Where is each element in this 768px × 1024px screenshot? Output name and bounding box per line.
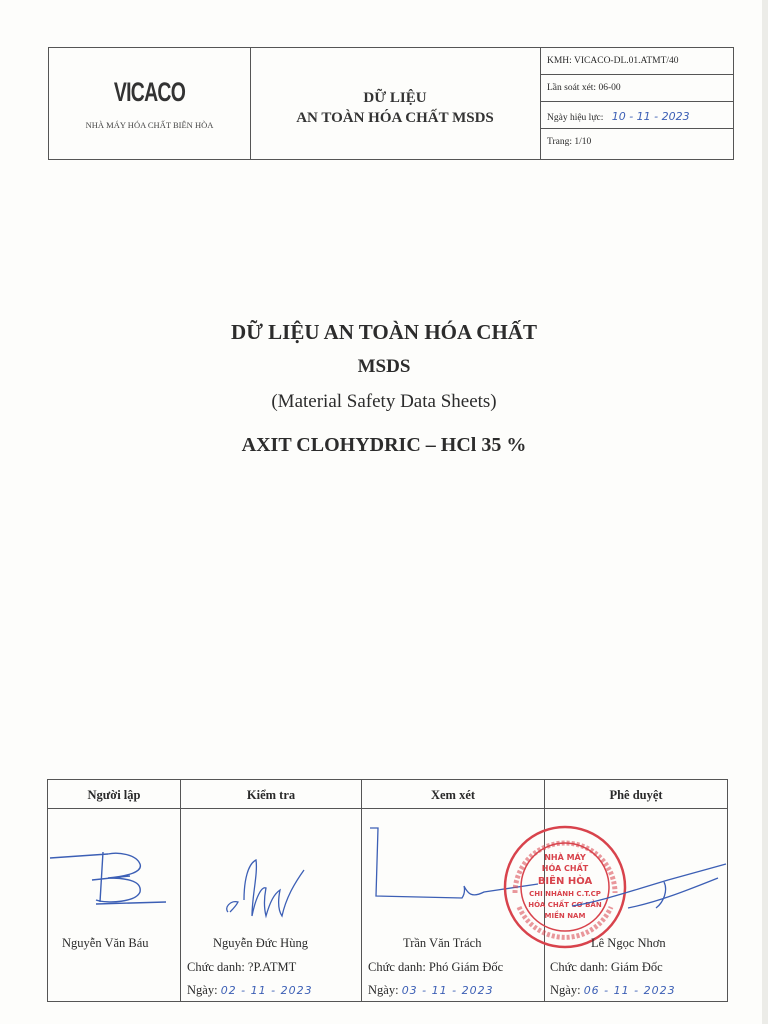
column-divider bbox=[180, 780, 181, 1001]
title-line3: (Material Safety Data Sheets) bbox=[271, 391, 497, 412]
header-divider bbox=[48, 808, 727, 809]
effective-date-row bbox=[540, 102, 733, 129]
checker-date-label: Ngày: bbox=[187, 983, 218, 997]
checker-title: Chức danh: ?P.ATMT bbox=[187, 960, 297, 974]
reviewer-date-row bbox=[368, 983, 494, 998]
reviewer-date-label: Ngày: bbox=[368, 983, 399, 997]
reviewer-title: Chức danh: Phó Giám Đốc bbox=[368, 960, 504, 974]
stamp-line: BIÊN HÒA bbox=[537, 876, 593, 887]
header-title-line2: AN TOÀN HÓA CHẤT MSDS bbox=[296, 110, 494, 126]
approver-date-row bbox=[550, 983, 676, 998]
reviewer-date: 03 - 11 - 2023 bbox=[401, 984, 494, 997]
header-title-cell bbox=[250, 48, 541, 159]
page-number: Trang: 1/10 bbox=[547, 137, 592, 147]
heading-approved-by: Phê duyệt bbox=[609, 788, 663, 802]
document-info-cell bbox=[540, 48, 733, 159]
document-header-table bbox=[48, 47, 734, 160]
approver-title: Chức danh: Giám Đốc bbox=[550, 960, 663, 974]
preparer-name: Nguyễn Văn Báu bbox=[62, 936, 149, 950]
stamp-line: HÓA CHẤT CƠ BẢN bbox=[528, 901, 602, 909]
document-code: KMH: VICACO-DL.01.ATMT/40 bbox=[540, 48, 733, 75]
company-name: NHÀ MÁY HÓA CHẤT BIÊN HÒA bbox=[85, 120, 214, 130]
page-edge bbox=[762, 0, 768, 1024]
stamp-line: HÓA CHẤT bbox=[541, 864, 589, 873]
column-divider bbox=[361, 780, 362, 1001]
stamp-line: CHI NHÁNH C.T.CP bbox=[529, 890, 601, 898]
stamp-line: MIỀN NAM bbox=[544, 912, 586, 920]
heading-prepared-by: Người lập bbox=[87, 788, 141, 802]
reviewer-name: Trần Văn Trách bbox=[403, 936, 482, 950]
heading-checked-by: Kiểm tra bbox=[246, 788, 296, 802]
approver-date: 06 - 11 - 2023 bbox=[583, 984, 676, 997]
effective-date-handwritten: 10 - 11 - 2023 bbox=[611, 110, 690, 123]
revision-number: Lần soát xét: 06-00 bbox=[540, 75, 733, 102]
title-line1: DỮ LIỆU AN TOÀN HÓA CHẤT bbox=[231, 320, 537, 344]
signature-checked-by bbox=[208, 850, 328, 925]
checker-name: Nguyễn Đức Hùng bbox=[213, 936, 308, 950]
approver-name: Lê Ngọc Nhơn bbox=[591, 936, 666, 950]
approval-signature-table bbox=[47, 779, 728, 1002]
checker-date: 02 - 11 - 2023 bbox=[220, 984, 313, 997]
company-logo: VICACO bbox=[113, 77, 186, 107]
logo-cell bbox=[49, 48, 251, 159]
signature-approved-by bbox=[568, 850, 728, 920]
chemical-name: AXIT CLOHYDRIC – HCl 35 % bbox=[241, 434, 527, 456]
stamp-line: NHÀ MÁY bbox=[544, 853, 586, 862]
effective-date-label: Ngày hiệu lực: bbox=[547, 113, 604, 123]
signature-prepared-by bbox=[48, 840, 178, 910]
title-line2: MSDS bbox=[357, 356, 411, 377]
header-title-line1: DỮ LIỆU bbox=[363, 90, 427, 106]
checker-date-row bbox=[187, 983, 313, 998]
approver-date-label: Ngày: bbox=[550, 983, 581, 997]
heading-reviewed-by: Xem xét bbox=[430, 788, 476, 802]
